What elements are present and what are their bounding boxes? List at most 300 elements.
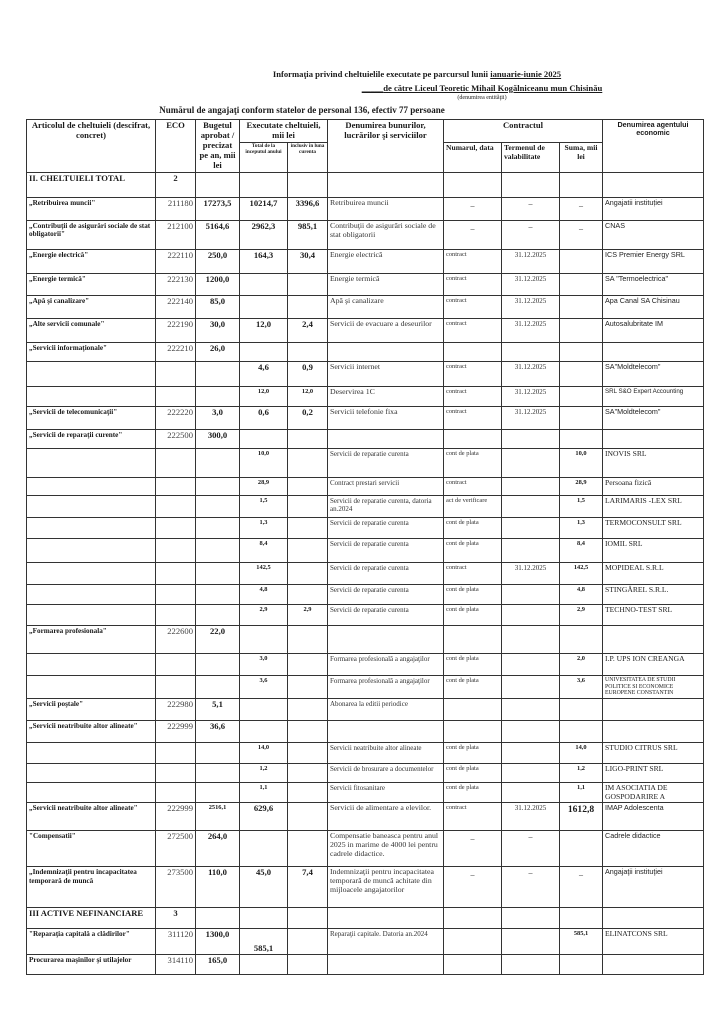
cell-total: 14,0 xyxy=(240,742,288,763)
cell-denumirea: Formarea profesională a angajaţilor xyxy=(328,654,444,676)
cell-bugetul xyxy=(196,654,240,676)
cell-agent: SRL S&O Expert Accounting xyxy=(603,387,704,407)
cell-luna xyxy=(288,654,328,676)
cell-eco xyxy=(156,539,196,563)
cell-numarul: cont de plata xyxy=(444,782,502,802)
cell-numarul: _ xyxy=(444,221,502,250)
cell-numarul: contract xyxy=(444,478,502,496)
cell-agent: Angajatii instituției xyxy=(603,198,704,221)
cell-denumirea: Compensatie baneasca pentru anul 2025 in marime de 4000 lei pentru cadrele didactice. xyxy=(328,831,444,867)
cell-luna xyxy=(288,563,328,585)
cell-denumirea: Servicii de reparatie curenta xyxy=(328,449,444,478)
table-row xyxy=(27,539,704,563)
cell-termenul xyxy=(502,496,560,518)
cell-suma xyxy=(560,430,603,449)
cell-suma xyxy=(560,362,603,387)
cell-total: 10214,7 xyxy=(240,198,288,221)
cell-agent: Angajaţii instituţiei xyxy=(603,867,704,908)
cell-agent: Persoana fizică xyxy=(603,478,704,496)
cell-denumirea xyxy=(328,343,444,362)
cell-total: 12,0 xyxy=(240,387,288,407)
cell-suma xyxy=(560,343,603,362)
table-row xyxy=(27,430,704,449)
table-row xyxy=(27,274,704,296)
cell-luna xyxy=(288,343,328,362)
table-row xyxy=(27,867,704,908)
table-row xyxy=(27,742,704,763)
cell-articol: „Servicii de telecomunicaţii" xyxy=(27,407,156,430)
cell-agent: MOPIDEAL S.R.L xyxy=(603,563,704,585)
cell-termenul xyxy=(502,955,560,975)
cell-total: 12,0 xyxy=(240,319,288,343)
table-row xyxy=(27,654,704,676)
cell-articol xyxy=(27,387,156,407)
cell-termenul xyxy=(502,518,560,539)
cell-termenul xyxy=(502,449,560,478)
cell-denumirea xyxy=(328,626,444,654)
cell-luna: 3396,6 xyxy=(288,198,328,221)
cell-eco: 211180 xyxy=(156,198,196,221)
report-title-text: Informaţia privind cheltuielile executate pe parcursul lunii xyxy=(272,69,491,79)
cell-denumirea: Formarea profesională a angajaţilor xyxy=(328,676,444,699)
cell-bugetul: 36,6 xyxy=(196,720,240,742)
cell-agent: Autosalubritate IM xyxy=(603,319,704,343)
cell-luna: 0,2 xyxy=(288,407,328,430)
cell-total: 164,3 xyxy=(240,250,288,274)
cell-bugetul: 3,0 xyxy=(196,407,240,430)
cell-bugetul xyxy=(196,563,240,585)
cell-denumirea: Abonarea la editii periodice xyxy=(328,698,444,720)
cell-numarul: cont de plata xyxy=(444,654,502,676)
cell-termenul: 31.12.2025 xyxy=(502,319,560,343)
cell-numarul: _ xyxy=(444,198,502,221)
cell-denumirea: Servicii telefonie fixa xyxy=(328,407,444,430)
table-row xyxy=(27,496,704,518)
cell-eco: 311120 xyxy=(156,929,196,955)
cell-agent: I.P. UPS ION CREANGA xyxy=(603,654,704,676)
cell-suma: 1,3 xyxy=(560,518,603,539)
cell-eco: 222140 xyxy=(156,296,196,319)
cell-total xyxy=(240,908,288,929)
cell-total: 629,6 xyxy=(240,803,288,831)
cell-numarul: contract xyxy=(444,296,502,319)
cell-eco: 222600 xyxy=(156,626,196,654)
table-row xyxy=(27,449,704,478)
cell-agent xyxy=(603,626,704,654)
cell-numarul: cont de plata xyxy=(444,763,502,782)
cell-eco xyxy=(156,449,196,478)
cell-denumirea: Servicii neatribuite altor alineate xyxy=(328,742,444,763)
cell-agent: LARIMARIS -LEX SRL xyxy=(603,496,704,518)
cell-eco: 272500 xyxy=(156,831,196,867)
cell-termenul: 31.12.2025 xyxy=(502,563,560,585)
cell-agent: Cadrele didactice xyxy=(603,831,704,867)
cell-denumirea: Deservirea 1C xyxy=(328,387,444,407)
col-header-contractul: Contractul xyxy=(444,120,603,143)
cell-luna xyxy=(288,173,328,198)
cell-suma: 4,8 xyxy=(560,585,603,605)
cell-eco xyxy=(156,763,196,782)
cell-luna xyxy=(288,274,328,296)
cell-agent: ELINATCONS SRL xyxy=(603,929,704,955)
cell-total xyxy=(240,173,288,198)
cell-articol xyxy=(27,742,156,763)
cell-articol: „Contribuţii de asigurări sociale de stat obligatorii" xyxy=(27,221,156,250)
cell-numarul: contract xyxy=(444,803,502,831)
cell-denumirea: Servicii de reparatie curenta xyxy=(328,518,444,539)
cell-numarul: cont de plata xyxy=(444,742,502,763)
cell-agent: STUDIO CITRUS SRL xyxy=(603,742,704,763)
cell-suma: 142,5 xyxy=(560,563,603,585)
cell-eco: 222220 xyxy=(156,407,196,430)
cell-bugetul xyxy=(196,362,240,387)
cell-luna xyxy=(288,803,328,831)
cell-articol: Procurarea maşinilor şi utilajelor xyxy=(27,955,156,975)
cell-denumirea: Retribuirea muncii xyxy=(328,198,444,221)
cell-articol xyxy=(27,478,156,496)
cell-total: 45,0 xyxy=(240,867,288,908)
cell-termenul xyxy=(502,173,560,198)
col-header-numarul: Numarul, data xyxy=(444,142,502,172)
cell-denumirea: Energie termică xyxy=(328,274,444,296)
cell-numarul xyxy=(444,626,502,654)
cell-numarul: cont de plata xyxy=(444,539,502,563)
cell-total: 0,6 xyxy=(240,407,288,430)
cell-articol: „Servicii de reparaţii curente" xyxy=(27,430,156,449)
cell-articol xyxy=(27,605,156,626)
cell-numarul: contract xyxy=(444,563,502,585)
cell-termenul xyxy=(502,626,560,654)
cell-suma: 2,0 xyxy=(560,654,603,676)
cell-luna xyxy=(288,720,328,742)
cell-numarul: _ xyxy=(444,867,502,908)
cell-eco: 222999 xyxy=(156,720,196,742)
table-row xyxy=(27,929,704,955)
cell-bugetul xyxy=(196,763,240,782)
cell-bugetul xyxy=(196,742,240,763)
cell-suma: 28,9 xyxy=(560,478,603,496)
table-row xyxy=(27,198,704,221)
cell-numarul: contract xyxy=(444,407,502,430)
cell-numarul xyxy=(444,929,502,955)
cell-denumirea: Reparaţii capitale. Datoria an.2024 xyxy=(328,929,444,955)
cell-numarul xyxy=(444,908,502,929)
cell-suma xyxy=(560,319,603,343)
cell-bugetul: 17273,5 xyxy=(196,198,240,221)
cell-numarul: cont de plata xyxy=(444,676,502,699)
table-row xyxy=(27,563,704,585)
cell-numarul: contract xyxy=(444,250,502,274)
cell-termenul: – xyxy=(502,867,560,908)
cell-suma xyxy=(560,698,603,720)
cell-bugetul xyxy=(196,605,240,626)
cell-total: 8,4 xyxy=(240,539,288,563)
cell-agent xyxy=(603,430,704,449)
cell-numarul xyxy=(444,343,502,362)
cell-eco xyxy=(156,518,196,539)
cell-articol xyxy=(27,362,156,387)
cell-suma xyxy=(560,955,603,975)
cell-agent: IMAP Adolescenta xyxy=(603,803,704,831)
table-row xyxy=(27,173,704,198)
cell-articol: „Servicii informaţionale" xyxy=(27,343,156,362)
table-row xyxy=(27,407,704,430)
cell-luna xyxy=(288,676,328,699)
cell-bugetul: 1300,0 xyxy=(196,929,240,955)
cell-suma: 1,2 xyxy=(560,763,603,782)
cell-eco: 2 xyxy=(156,173,196,198)
cell-eco xyxy=(156,362,196,387)
cell-agent: CNAS xyxy=(603,221,704,250)
cell-agent: TERMOCONSULT SRL xyxy=(603,518,704,539)
cell-articol: „Indemnizaţii pentru incapacitatea temporară de muncă xyxy=(27,867,156,908)
cell-numarul: cont de plata xyxy=(444,449,502,478)
cell-termenul: 31.12.2025 xyxy=(502,803,560,831)
cell-articol: „Energie termică" xyxy=(27,274,156,296)
cell-numarul: contract xyxy=(444,274,502,296)
cell-denumirea: Servicii de reparatie curenta xyxy=(328,605,444,626)
cell-bugetul: 5,1 xyxy=(196,698,240,720)
cell-numarul xyxy=(444,955,502,975)
cell-suma: 1,5 xyxy=(560,496,603,518)
cell-luna: 12,0 xyxy=(288,387,328,407)
cell-articol: „Retribuirea muncii" xyxy=(27,198,156,221)
cell-bugetul: 22,0 xyxy=(196,626,240,654)
cell-agent: UNIVESITATEA DE STUDII POLITICE SI ECONOMICE EUROPENE CONSTANTIN xyxy=(603,676,704,699)
cell-denumirea: Servicii de evacuare a deseurilor xyxy=(328,319,444,343)
cell-bugetul: 300,0 xyxy=(196,430,240,449)
cell-suma: 10,0 xyxy=(560,449,603,478)
cell-eco: 222110 xyxy=(156,250,196,274)
cell-articol: „Energie electrică" xyxy=(27,250,156,274)
cell-bugetul xyxy=(196,782,240,802)
cell-termenul xyxy=(502,763,560,782)
cell-total: 2962,3 xyxy=(240,221,288,250)
cell-luna xyxy=(288,763,328,782)
cell-termenul xyxy=(502,929,560,955)
table-row xyxy=(27,343,704,362)
cell-eco: 212100 xyxy=(156,221,196,250)
cell-bugetul: 1200,0 xyxy=(196,274,240,296)
cell-suma xyxy=(560,407,603,430)
cell-articol xyxy=(27,518,156,539)
cell-bugetul xyxy=(196,387,240,407)
cell-bugetul: 5164,6 xyxy=(196,221,240,250)
cell-numarul: contract xyxy=(444,319,502,343)
cell-suma: _ xyxy=(560,867,603,908)
cell-denumirea: Servicii internet xyxy=(328,362,444,387)
cell-agent: SA "Termoelectrica" xyxy=(603,274,704,296)
cell-suma xyxy=(560,831,603,867)
cell-eco: 314110 xyxy=(156,955,196,975)
cell-denumirea: Servicii fitosanitare xyxy=(328,782,444,802)
cell-agent: TECHNO-TEST SRL xyxy=(603,605,704,626)
cell-total xyxy=(240,698,288,720)
cell-bugetul: 110,0 xyxy=(196,867,240,908)
cell-suma: _ xyxy=(560,198,603,221)
cell-numarul xyxy=(444,720,502,742)
table-row xyxy=(27,720,704,742)
cell-denumirea xyxy=(328,720,444,742)
cell-luna xyxy=(288,908,328,929)
cell-suma: 3,6 xyxy=(560,676,603,699)
cell-total: 10,0 xyxy=(240,449,288,478)
cell-eco xyxy=(156,585,196,605)
cell-total xyxy=(240,343,288,362)
table-row xyxy=(27,221,704,250)
col-header-denumirea: Denumirea bunurilor, lucrărilor şi serviciilor xyxy=(328,120,444,173)
cell-total: 2,9 xyxy=(240,605,288,626)
cell-total: 3,6 xyxy=(240,676,288,699)
table-row xyxy=(27,831,704,867)
cell-articol: „Servicii neatribuite altor alineate" xyxy=(27,720,156,742)
cell-eco xyxy=(156,782,196,802)
table-row xyxy=(27,250,704,274)
cell-luna xyxy=(288,478,328,496)
table-row xyxy=(27,478,704,496)
cell-termenul: 31.12.2025 xyxy=(502,387,560,407)
cell-luna: 985,1 xyxy=(288,221,328,250)
cell-luna: 2,9 xyxy=(288,605,328,626)
cell-numarul: contract xyxy=(444,362,502,387)
cell-denumirea xyxy=(328,173,444,198)
cell-total: 1,3 xyxy=(240,518,288,539)
cell-denumirea xyxy=(328,430,444,449)
cell-termenul xyxy=(502,720,560,742)
cell-denumirea xyxy=(328,908,444,929)
cell-articol: „Alte servicii comunale" xyxy=(27,319,156,343)
cell-articol: „Servicii poştale" xyxy=(27,698,156,720)
cell-articol xyxy=(27,563,156,585)
cell-agent xyxy=(603,908,704,929)
cell-denumirea: Servicii de reparatie curenta xyxy=(328,539,444,563)
cell-suma: 14,0 xyxy=(560,742,603,763)
entity-name xyxy=(120,83,724,93)
col-header-bugetul: Bugetul aprobat / precizat pe an, mii lei xyxy=(196,120,240,173)
cell-total: 585,1 xyxy=(240,929,288,955)
cell-eco xyxy=(156,654,196,676)
col-header-executate: Executate cheltuieli, mii lei xyxy=(240,120,328,143)
cell-bugetul xyxy=(196,585,240,605)
cell-termenul xyxy=(502,654,560,676)
cell-denumirea: Contribuţii de asigurări sociale de stat obligatorii xyxy=(328,221,444,250)
cell-termenul xyxy=(502,343,560,362)
cell-bugetul xyxy=(196,478,240,496)
table-row xyxy=(27,782,704,802)
table-row xyxy=(27,626,704,654)
cell-total xyxy=(240,720,288,742)
col-header-termenul: Termenul de valabilitate xyxy=(502,142,560,172)
cell-eco: 3 xyxy=(156,908,196,929)
cell-numarul: cont de plata xyxy=(444,518,502,539)
cell-eco xyxy=(156,478,196,496)
cell-termenul: – xyxy=(502,831,560,867)
cell-suma xyxy=(560,908,603,929)
col-header-total: Total de la începutul anului xyxy=(240,142,288,172)
cell-total xyxy=(240,296,288,319)
cell-eco xyxy=(156,563,196,585)
cell-total xyxy=(240,430,288,449)
cell-articol xyxy=(27,782,156,802)
cell-articol xyxy=(27,763,156,782)
cell-articol xyxy=(27,654,156,676)
cell-suma xyxy=(560,250,603,274)
cell-articol: „Formarea profesionala" xyxy=(27,626,156,654)
cell-suma: 585,1 xyxy=(560,929,603,955)
cell-numarul: contract xyxy=(444,387,502,407)
cell-termenul xyxy=(502,908,560,929)
employee-count: Numărul de angajaţi conform statelor de personal 136, efectiv 77 persoane xyxy=(159,105,445,115)
cell-luna xyxy=(288,449,328,478)
table-row xyxy=(27,362,704,387)
cell-suma: 1,1 xyxy=(560,782,603,802)
cell-denumirea: Contract prestari servicii xyxy=(328,478,444,496)
cell-luna xyxy=(288,430,328,449)
table-row xyxy=(27,763,704,782)
table-row xyxy=(27,319,704,343)
cell-luna xyxy=(288,539,328,563)
cell-denumirea: Servicii de alimentare a elevilor. xyxy=(328,803,444,831)
cell-articol: "Reparaţia capitală a clădirilor" xyxy=(27,929,156,955)
cell-denumirea: Energie electrică xyxy=(328,250,444,274)
entity-name-text: de către Liceul Teoretic Mihail Kogălniceanu mun Chisinău xyxy=(383,83,603,93)
cell-total: 142,5 xyxy=(240,563,288,585)
cell-agent xyxy=(603,720,704,742)
cell-suma: 8,4 xyxy=(560,539,603,563)
cell-total xyxy=(240,274,288,296)
cell-termenul: 31.12.2025 xyxy=(502,250,560,274)
cell-articol xyxy=(27,585,156,605)
cell-luna xyxy=(288,955,328,975)
table-row xyxy=(27,296,704,319)
cell-total: 1,5 xyxy=(240,496,288,518)
cell-agent: IOMIL SRL xyxy=(603,539,704,563)
cell-agent: INOVIS SRL xyxy=(603,449,704,478)
cell-agent: LIGO-PRINT SRL xyxy=(603,763,704,782)
cell-bugetul xyxy=(196,518,240,539)
cell-eco: 222999 xyxy=(156,803,196,831)
col-header-luna: inclusiv în luna curenta xyxy=(288,142,328,172)
cell-agent xyxy=(603,955,704,975)
cell-luna xyxy=(288,518,328,539)
cell-articol: II. CHELTUIELI TOTAL xyxy=(27,173,156,198)
cell-numarul: _ xyxy=(444,831,502,867)
cell-termenul: – xyxy=(502,221,560,250)
cell-total: 1,2 xyxy=(240,763,288,782)
cell-articol xyxy=(27,449,156,478)
cell-luna xyxy=(288,929,328,955)
cell-termenul: 31.12.2025 xyxy=(502,362,560,387)
cell-eco xyxy=(156,742,196,763)
cell-eco xyxy=(156,387,196,407)
cell-bugetul xyxy=(196,908,240,929)
table-row xyxy=(27,585,704,605)
cell-bugetul: 264,0 xyxy=(196,831,240,867)
cell-suma xyxy=(560,173,603,198)
cell-termenul xyxy=(502,605,560,626)
cell-agent: ICS Premier Energy SRL xyxy=(603,250,704,274)
cell-termenul xyxy=(502,782,560,802)
cell-bugetul xyxy=(196,676,240,699)
cell-luna xyxy=(288,496,328,518)
cell-denumirea: Apă şi canalizare xyxy=(328,296,444,319)
cell-eco: 222980 xyxy=(156,698,196,720)
cell-eco xyxy=(156,496,196,518)
cell-articol xyxy=(27,539,156,563)
expenses-table xyxy=(26,119,704,975)
col-header-agent: Denumirea agentului economic xyxy=(603,120,704,173)
cell-agent xyxy=(603,698,704,720)
